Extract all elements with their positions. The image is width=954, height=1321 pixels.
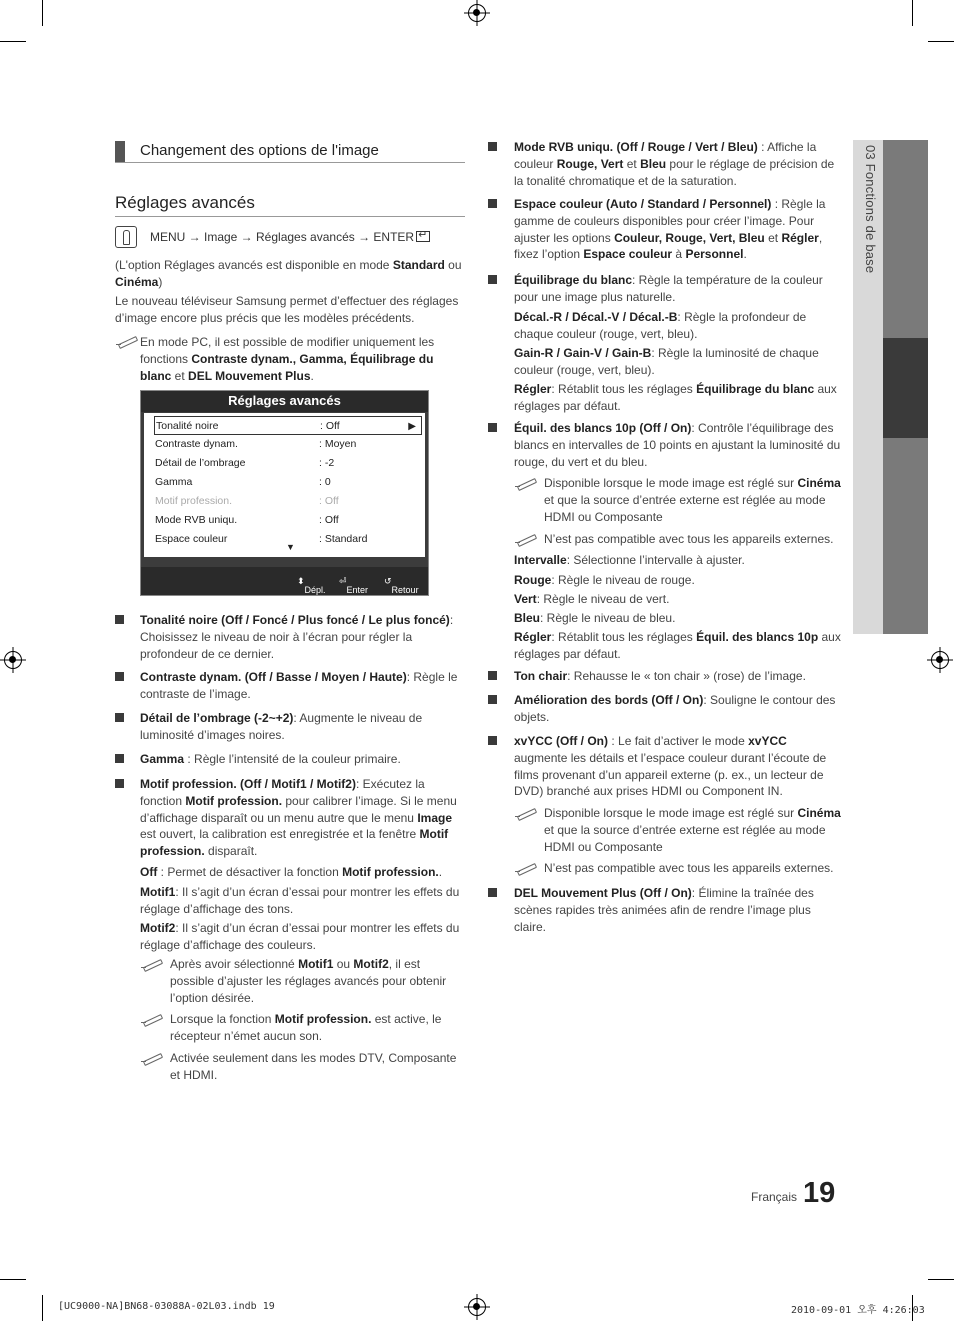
bullet-icon	[488, 736, 497, 745]
bullet-icon	[488, 695, 497, 704]
note-icon	[515, 476, 537, 490]
enter-hint: ⏎ Enter	[339, 576, 369, 595]
osd-row-motif-profession: Motif profession. : Off	[155, 495, 339, 507]
item-decal: Décal.-R / Décal.-V / Décal.-B: Règle la profondeur de chaque couleur (rouge, vert, bleu).	[514, 310, 807, 341]
side-tab-active-block	[883, 338, 928, 438]
registration-mark-icon	[468, 4, 486, 22]
osd-title: Réglages avancés	[141, 391, 428, 412]
note-icon	[515, 861, 537, 875]
print-date-info: 2010-09-01 오후 4:26:03	[791, 1305, 925, 1316]
bullet-icon	[488, 423, 497, 432]
section-title: Changement des options de l'image	[140, 142, 379, 159]
bullet-icon	[488, 199, 497, 208]
print-file-info: [UC9000-NA]BN68-03088A-02L03.indb 19	[58, 1301, 275, 1312]
osd-row-contraste-dynam[interactable]: Contraste dynam. : Moyen	[155, 438, 357, 450]
item-intervalle: Intervalle: Sélectionne l’intervalle à ajuster.	[514, 553, 745, 567]
osd-row-mode-rvb[interactable]: Mode RVB uniqu. : Off	[155, 514, 339, 526]
bullet-icon	[488, 888, 497, 897]
intro-description: Le nouveau téléviseur Samsung permet d’effectuer des réglages d’image encore plus précis que les modèles précédents.	[115, 294, 459, 325]
item-detail-ombrage: Détail de l’ombrage (-2~+2): Augmente le niveau de luminosité d’images noires.	[140, 711, 423, 742]
item-ton-chair: Ton chair: Rehausse le « ton chair » (rose) de l’image.	[514, 669, 806, 683]
item-contraste-dynam: Contraste dynam. (Off / Basse / Moyen / Haute): Règle le contraste de l’image.	[140, 670, 458, 701]
item-regler-2: Régler: Rétablit tous les réglages Équil. des blancs 10p aux réglages par défaut.	[514, 630, 841, 661]
bullet-icon	[115, 779, 124, 788]
item-amelioration-bords: Amélioration des bords (Off / On): Souligne le contour des objets.	[514, 693, 836, 724]
crop-mark	[42, 1295, 43, 1321]
item-motif1: Motif1: Il s’agit d’un écran d’essai pour montrer les effets du réglage d’affichage des tons.	[140, 885, 460, 916]
bullet-icon	[115, 754, 124, 763]
item-bleu: Bleu: Règle le niveau de bleu.	[514, 611, 676, 625]
enter-icon	[416, 231, 430, 242]
bullet-icon	[115, 713, 124, 722]
note-icon	[515, 806, 537, 820]
crop-mark	[928, 41, 954, 42]
item-espace-couleur: Espace couleur (Auto / Standard / Personnel) : Règle la gamme de couleurs disponibles pour créer l’image. Pour ajuster les options Couleur, Rouge, Vert, Bleu et Régler, fixez l’option Espace couleur à Personnel.	[514, 197, 826, 262]
menu-path-line	[115, 226, 465, 248]
bullet-icon	[488, 275, 497, 284]
item-regler-1: Régler: Rétablit tous les réglages Équilibrage du blanc aux réglages par défaut.	[514, 382, 837, 413]
bullet-icon	[488, 142, 497, 151]
bullet-icon	[488, 671, 497, 680]
item-mode-rvb: Mode RVB uniqu. (Off / Rouge / Vert / Bleu) : Affiche la couleur Rouge, Vert et Bleu pour le réglage de précision de la tonalité chromatique et de la saturation.	[514, 140, 835, 188]
note-icon	[515, 532, 537, 546]
item-gain: Gain-R / Gain-V / Gain-B: Règle la luminosité de chaque couleur (rouge, vert, bleu).	[514, 346, 819, 377]
item-vert: Vert: Règle le niveau de vert.	[514, 592, 670, 606]
osd-body	[144, 413, 425, 557]
item-xvycc: xvYCC (Off / On) : Le fait d’activer le mode xvYCC augmente les détails et l’espace couleur durant l’écoute de films provenant d’un appareil externe (p. ex., un lecteur de DVD) branché aux prises HDMI ou Component IN.	[514, 734, 827, 799]
registration-mark-icon	[931, 651, 949, 669]
section-header-bar	[115, 141, 125, 162]
registration-mark-icon	[4, 651, 22, 669]
page-heading: Réglages avancés	[115, 193, 465, 217]
menu-path-text: MENU → Image → Réglages avancés → ENTER	[150, 230, 415, 244]
crop-mark	[912, 0, 913, 26]
crop-mark	[42, 0, 43, 26]
item-gamma: Gamma : Règle l’intensité de la couleur primaire.	[140, 752, 401, 766]
item-del-mouvement: DEL Mouvement Plus (Off / On): Élimine la traînée des scènes rapides très animées afin de rendre l’image plus claire.	[514, 886, 814, 934]
registration-mark-icon	[468, 1298, 486, 1316]
arrow-right-icon: ▶	[408, 421, 416, 432]
side-tab-block	[883, 438, 928, 634]
intro-note: En mode PC, il est possible de modifier uniquement les fonctions Contraste dynam., Gamma, Équilibrage du blanc et DEL Mouvement Plus.	[140, 335, 435, 383]
item-equil-10p: Équil. des blancs 10p (Off / On): Contrôle l’équilibrage des blancs en intervalles de 10 points en ajustant la luminosité du rouge, du vert et du bleu.	[514, 421, 841, 469]
side-tab-label: 03 Fonctions de base	[863, 145, 878, 274]
section-header	[115, 140, 465, 163]
note-icon	[141, 1051, 163, 1065]
note-icon	[116, 334, 138, 348]
item-tonalite-noire: Tonalité noire (Off / Foncé / Plus foncé / Le plus foncé): Choisissez le niveau de noir à l’écran pour régler la profondeur de ce dernier.	[140, 613, 454, 661]
note-icon	[141, 1012, 163, 1026]
side-tab-block	[883, 140, 928, 338]
osd-menu	[140, 390, 429, 596]
note-xvycc-compat: N’est pas compatible avec tous les appareils externes.	[544, 861, 834, 875]
scroll-down-icon[interactable]: ▼	[286, 542, 295, 552]
osd-row-espace-couleur[interactable]: Espace couleur : Standard	[155, 533, 368, 545]
note-10p-compat: N’est pas compatible avec tous les appareils externes.	[544, 532, 834, 546]
osd-row-detail-ombrage[interactable]: Détail de l’ombrage : -2	[155, 457, 335, 469]
crop-mark	[928, 1279, 954, 1280]
menu-path	[150, 230, 430, 244]
note-xvycc-available: Disponible lorsque le mode image est réglé sur Cinéma et que la source d’entrée externe est réglée au mode HDMI ou Composante	[544, 806, 841, 854]
page-language: Français	[751, 1190, 798, 1204]
bullet-icon	[115, 672, 124, 681]
osd-footer	[141, 567, 428, 595]
note-10p-available: Disponible lorsque le mode image est réglé sur Cinéma et que la source d’entrée externe est réglée au mode HDMI ou Composante	[544, 476, 841, 524]
item-equilibrage-blanc: Équilibrage du blanc: Règle la température de la couleur pour une image plus naturelle.	[514, 273, 823, 304]
crop-mark	[0, 1279, 26, 1280]
note-motif-modes: Activée seulement dans les modes DTV, Composante et HDMI.	[170, 1051, 457, 1082]
item-motif2: Motif2: Il s’agit d’un écran d’essai pour montrer les effets du réglage d’affichage des couleurs.	[140, 921, 460, 952]
osd-row-gamma[interactable]: Gamma : 0	[155, 476, 331, 488]
crop-mark	[0, 41, 26, 42]
page-number: 19	[803, 1177, 836, 1209]
note-icon	[141, 957, 163, 971]
item-rouge: Rouge: Règle le niveau de rouge.	[514, 573, 695, 587]
bullet-icon	[115, 615, 124, 624]
return-hint: ↺ Retour	[384, 576, 419, 595]
note-motif-adjust: Après avoir sélectionné Motif1 ou Motif2, il est possible d’ajuster les réglages avancés pour obtenir l’option désirée.	[170, 957, 447, 1005]
move-hint: ⬍ Dépl.	[297, 576, 326, 595]
intro-availability: (L'option Réglages avancés est disponible en mode Standard ou Cinéma)	[115, 258, 462, 289]
hand-icon	[115, 226, 137, 248]
item-motif-profession: Motif profession. (Off / Motif1 / Motif2): Exécutez la fonction Motif profession. pour calibrer l’image. Si le menu d’affichage disparaît ou un menu autre que le menu Image est ouvert, la calibration est enregistrée et la fenêtre Motif profession. disparaît.	[140, 777, 457, 859]
osd-row-tonalite-noire[interactable]: Tonalité noire : Off ▶	[154, 416, 422, 435]
item-off: Off : Permet de désactiver la fonction Motif profession..	[140, 865, 443, 879]
note-motif-sound: Lorsque la fonction Motif profession. est active, le récepteur n’émet aucun son.	[170, 1012, 442, 1043]
